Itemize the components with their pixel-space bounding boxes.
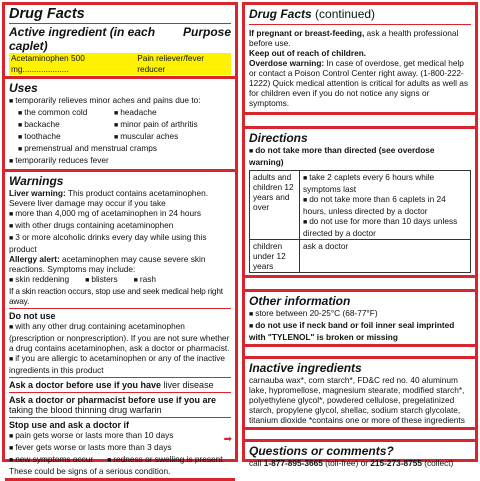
header-section bbox=[5, 5, 235, 79]
uses-heading: Uses bbox=[9, 81, 38, 95]
directions-age-adults: adults and children 12 years and over bbox=[250, 171, 300, 240]
purpose-heading: Purpose bbox=[182, 25, 231, 39]
other-information-section bbox=[245, 292, 475, 347]
directions-note: ■ do not take more than directed (see overdose warning) bbox=[249, 145, 471, 167]
continue-arrow-icon: ➡ bbox=[223, 434, 232, 445]
inactive-ingredients-text: carnauba wax*, corn starch*, FD&C red no. 40 aluminum lake, hypromellose, magnesium stearate, modified starch*, polyethylene glycol*, powdered cellulose, pregelatinized starch, propylene glycol, shellac, sodium starch glycolate, titanium dioxide *contains one or more of these ingredients bbox=[249, 375, 465, 425]
keep-out-of-reach: Keep out of reach of children. bbox=[249, 48, 367, 58]
uses-item: ■ minor pain of arthritis bbox=[114, 119, 231, 131]
uses-item: ■ backache bbox=[18, 119, 114, 131]
questions-phone: call 1-877-895-3665 (toll-free) or 215-273-8755 (collect) bbox=[249, 458, 454, 468]
uses-fever: ■ temporarily reduces fever bbox=[9, 155, 231, 167]
ask-doctor: Ask a doctor before use if you have liver disease bbox=[9, 380, 214, 390]
do-not-use-item: ■ with any other drug containing acetaminophen (prescription or nonprescription). If you are not sure whether a drug contains acetaminophen, ask a doctor or pharmacist. bbox=[9, 321, 231, 353]
questions-section bbox=[245, 442, 475, 470]
uses-item: ■ muscular aches bbox=[114, 131, 231, 143]
stop-item: ■ new symptoms occur bbox=[9, 454, 93, 466]
do-not-use-heading: Do not use bbox=[9, 311, 56, 321]
uses-item: ■ toothache bbox=[18, 131, 114, 143]
table-row bbox=[250, 240, 471, 273]
stop-after: These could be signs of a serious condition. bbox=[9, 466, 171, 476]
drug-facts-title: Drug Facts bbox=[9, 6, 85, 22]
purpose-value: Pain reliever/fever reducer bbox=[137, 53, 205, 74]
questions-heading: Questions or comments? bbox=[249, 444, 394, 458]
liver-warning: Liver warning: This product contains acetaminophen. Severe liver damage may occur if you take bbox=[9, 188, 209, 208]
table-row bbox=[250, 171, 471, 240]
uses-item: ■ the common cold bbox=[18, 107, 114, 119]
drug-facts-panel-right bbox=[242, 2, 478, 468]
warnings-section bbox=[5, 172, 235, 481]
ask-pharmacist: Ask a doctor or pharmacist before use if you are taking the blood thinning drug warfarin bbox=[9, 395, 217, 415]
stop-item: ■ fever gets worse or lasts more than 3 days bbox=[9, 442, 231, 454]
allergy-symptoms bbox=[9, 274, 231, 286]
uses-item: ■ premenstrual and menstrual cramps bbox=[9, 143, 231, 155]
continued-section bbox=[245, 5, 475, 115]
allergy-item: ■ blisters bbox=[85, 274, 117, 286]
inactive-ingredients-section bbox=[245, 359, 475, 430]
other-information-heading: Other information bbox=[249, 294, 351, 308]
active-ingredient-row bbox=[9, 53, 231, 75]
liver-item: ■ more than 4,000 mg of acetaminophen in 24 hours bbox=[9, 208, 231, 220]
stop-item: ■ pain gets worse or lasts more than 10 days bbox=[9, 430, 231, 442]
pregnancy-warning: If pregnant or breast-feeding, ask a health professional before use. bbox=[249, 28, 459, 48]
allergy-item: ■ rash bbox=[134, 274, 156, 286]
uses-intro: ■ temporarily relieves minor aches and pains due to: bbox=[9, 95, 231, 107]
stop-use-heading: Stop use and ask a doctor if bbox=[9, 420, 130, 430]
continued-title: Drug Facts (continued) bbox=[249, 7, 376, 21]
directions-dose-adults: ■ take 2 caplets every 6 hours while symptoms last ■ do not take more than 6 caplets in 24 hours, unless directed by a doctor ■ do not use for more than 10 days unless directed by a doctor bbox=[300, 171, 471, 240]
liver-item: ■ 3 or more alcoholic drinks every day while using this product bbox=[9, 232, 231, 254]
active-ingredient-heading: Active ingredient (in each caplet) bbox=[9, 25, 156, 53]
stop-items-row bbox=[9, 454, 231, 466]
directions-dose-children: ask a doctor bbox=[300, 240, 471, 273]
uses-section bbox=[5, 79, 235, 172]
stop-item: ■ redness or swelling is present bbox=[107, 454, 222, 466]
inactive-ingredients-heading: Inactive ingredients bbox=[249, 361, 362, 375]
directions-section bbox=[245, 129, 475, 278]
uses-item: ■ headache bbox=[114, 107, 231, 119]
allergy-after: If a skin reaction occurs, stop use and seek medical help right away. bbox=[9, 286, 223, 306]
other-item: ■ store between 20-25°C (68-77°F) bbox=[249, 308, 471, 320]
directions-heading: Directions bbox=[249, 131, 308, 145]
warnings-heading: Warnings bbox=[9, 174, 64, 188]
directions-age-children: children under 12 years bbox=[250, 240, 300, 273]
allergy-alert: Allergy alert: acetaminophen may cause severe skin reactions. Symptoms may include: bbox=[9, 254, 206, 274]
drug-facts-panel-left bbox=[2, 2, 238, 476]
overdose-warning: Overdose warning: In case of overdose, get medical help or contact a Poison Control Center right away. (1-800-222-1222) Quick medical attention is critical for adults as well as for children even if you do not notice any signs or symptoms. bbox=[249, 58, 469, 108]
active-ingredient-heading-row bbox=[9, 25, 231, 53]
uses-list bbox=[9, 107, 231, 143]
allergy-item: ■ skin reddening bbox=[9, 274, 69, 286]
do-not-use-item: ■ if you are allergic to acetaminophen or any of the inactive ingredients in this product bbox=[9, 353, 231, 375]
active-ingredient-value: Acetaminophen 500 mg.................... bbox=[11, 53, 85, 74]
other-item-seal: ■ do not use if neck band or foil inner seal imprinted with "TYLENOL" is broken or missing bbox=[249, 320, 471, 342]
liver-item: ■ with other drugs containing acetaminophen bbox=[9, 220, 231, 232]
directions-table bbox=[249, 170, 471, 273]
